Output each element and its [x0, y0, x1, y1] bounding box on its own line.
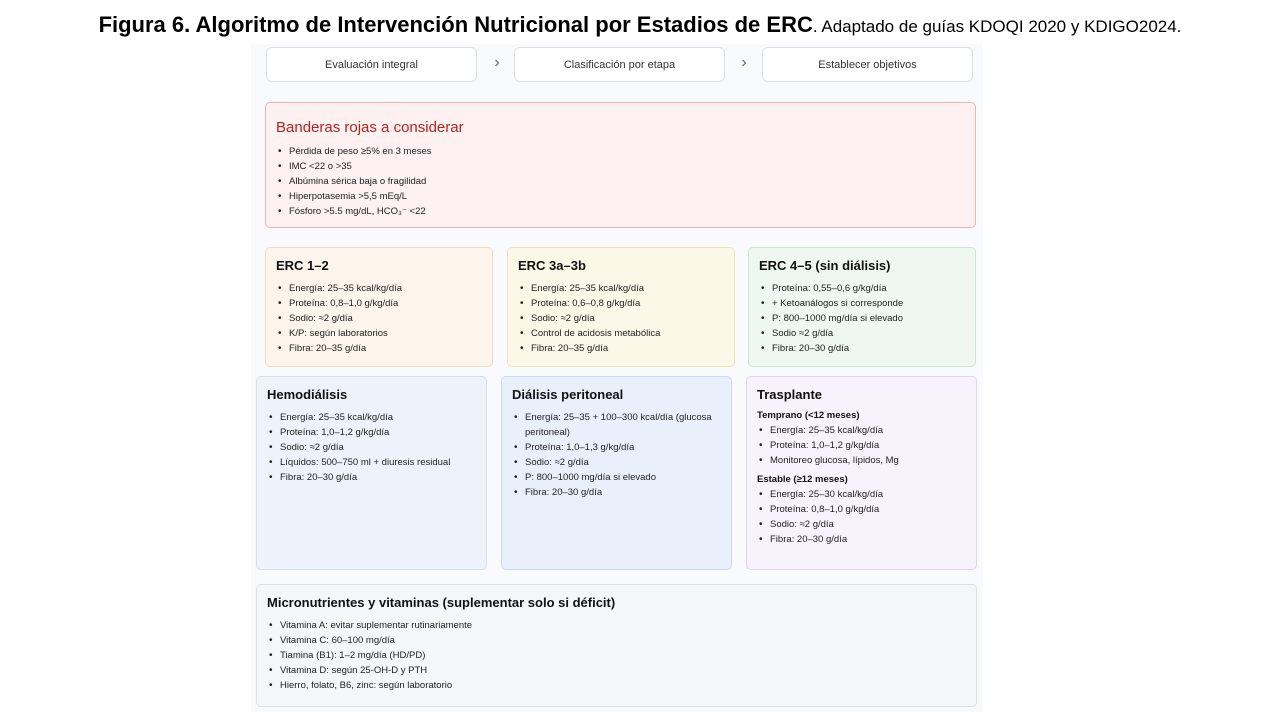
flow-step-evaluacion: Evaluación integral [266, 47, 477, 82]
list-item: • Vitamina D: según 25-OH-D y PTH [267, 663, 966, 678]
list-item: • Proteína: 1,0–1,2 g/kg/día [267, 425, 476, 440]
list-item: • Sodio: ≈2 g/día [518, 311, 724, 326]
dialisis-peritoneal-card [501, 376, 732, 570]
chevron-right-icon: › [494, 54, 500, 71]
list-item: • + Ketoanálogos si corresponde [759, 296, 965, 311]
list-item: • Sodio: ≈2 g/día [757, 517, 966, 532]
erc-4-5-list [759, 281, 965, 356]
list-item: • Hierro, folato, B6, zinc: según laboratorio [267, 678, 966, 693]
micronutrientes-list [267, 618, 966, 693]
flow-step-clasificacion: Clasificación por etapa [514, 47, 725, 82]
list-item: • Energía: 25–35 kcal/kg/día [267, 410, 476, 425]
list-item: • Fibra: 20–30 g/día [759, 341, 965, 356]
list-item: • Energía: 25–35 + 100–300 kcal/día (glucosa peritoneal) [512, 410, 721, 440]
list-item: • Tiamina (B1): 1–2 mg/día (HD/PD) [267, 648, 966, 663]
card-title: Hemodiálisis [267, 387, 348, 402]
list-item: • P: 800–1000 mg/día si elevado [512, 470, 721, 485]
list-item: • Proteína: 1,0–1,2 g/kg/día [757, 438, 966, 453]
list-item: • Energía: 25–35 kcal/kg/día [757, 423, 966, 438]
erc-4-5-card [748, 247, 976, 367]
list-item: • K/P: según laboratorios [276, 326, 482, 341]
card-title: ERC 1–2 [276, 258, 329, 273]
hemodialisis-list [267, 410, 476, 485]
list-item: • Albúmina sérica baja o fragilidad [276, 174, 965, 189]
figure-caption [0, 12, 1280, 38]
list-item: • Sodio: ≈2 g/día [512, 455, 721, 470]
list-item: • Monitoreo glucosa, lípidos, Mg [757, 453, 966, 468]
list-item: • Sodio: ≈2 g/día [276, 311, 482, 326]
flow-step-objetivos: Establecer objetivos [762, 47, 973, 82]
trasplante-card [746, 376, 977, 570]
card-title: ERC 4–5 (sin diálisis) [759, 258, 891, 273]
list-item: • Proteína: 0,6–0,8 g/kg/día [518, 296, 724, 311]
card-title: ERC 3a–3b [518, 258, 586, 273]
list-item: • Líquidos: 500–750 ml + diuresis residual [267, 455, 476, 470]
card-title: Diálisis peritoneal [512, 387, 624, 402]
red-flags-list [276, 144, 965, 219]
list-item: • Control de acidosis metabólica [518, 326, 724, 341]
chevron-right-icon: › [741, 54, 747, 71]
red-flags-card [265, 102, 976, 228]
list-item: • Hiperpotasemia >5,5 mEq/L [276, 189, 965, 204]
list-item: • Proteína: 0,55–0,6 g/kg/día [759, 281, 965, 296]
trasplante-early-list [757, 423, 966, 468]
erc-3-card [507, 247, 735, 367]
list-item: • Proteína: 0,8–1,0 g/kg/día [757, 502, 966, 517]
list-item: • Vitamina C: 60–100 mg/día [267, 633, 966, 648]
list-item: • P: 800–1000 mg/día si elevado [759, 311, 965, 326]
list-item: • Fibra: 20–35 g/día [518, 341, 724, 356]
list-item: • Proteína: 1,0–1,3 g/kg/día [512, 440, 721, 455]
card-title: Trasplante [757, 387, 823, 402]
card-title: Micronutrientes y vitaminas (suplementar solo si déficit) [267, 595, 616, 610]
hemodialisis-card [256, 376, 487, 570]
list-item: • Sodio: ≈2 g/día [267, 440, 476, 455]
red-flags-title: Banderas rojas a considerar [276, 119, 464, 136]
erc-1-2-card [265, 247, 493, 367]
list-item: • IMC <22 o >35 [276, 159, 965, 174]
list-item: • Fibra: 20–30 g/día [267, 470, 476, 485]
list-item: • Energía: 25–35 kcal/kg/día [276, 281, 482, 296]
list-item: • Fósforo >5.5 mg/dL, HCO₃⁻ <22 [276, 204, 965, 219]
list-item: • Fibra: 20–35 g/día [276, 341, 482, 356]
list-item: • Sodio ≈2 g/día [759, 326, 965, 341]
list-item: • Fibra: 20–30 g/día [757, 532, 966, 547]
erc-3-list [518, 281, 724, 356]
list-item: • Vitamina A: evitar suplementar rutinariamente [267, 618, 966, 633]
trasplante-stable-label: Estable (≥12 meses) [757, 474, 848, 485]
micronutrientes-card [256, 584, 977, 707]
trasplante-early-label: Temprano (<12 meses) [757, 410, 860, 421]
caption-title: Figura 6. Algoritmo de Intervención Nutricional por Estadios de ERC [98, 12, 813, 37]
list-item: • Energía: 25–35 kcal/kg/día [518, 281, 724, 296]
erc-1-2-list [276, 281, 482, 356]
list-item: • Proteína: 0,8–1,0 g/kg/día [276, 296, 482, 311]
caption-source: . Adaptado de guías KDOQI 2020 y KDIGO2024. [812, 17, 1182, 36]
list-item: • Energía: 25–30 kcal/kg/día [757, 487, 966, 502]
list-item: • Pérdida de peso ≥5% en 3 meses [276, 144, 965, 159]
dialisis-peritoneal-list [512, 410, 721, 500]
list-item: • Fibra: 20–30 g/día [512, 485, 721, 500]
trasplante-stable-list [757, 487, 966, 547]
